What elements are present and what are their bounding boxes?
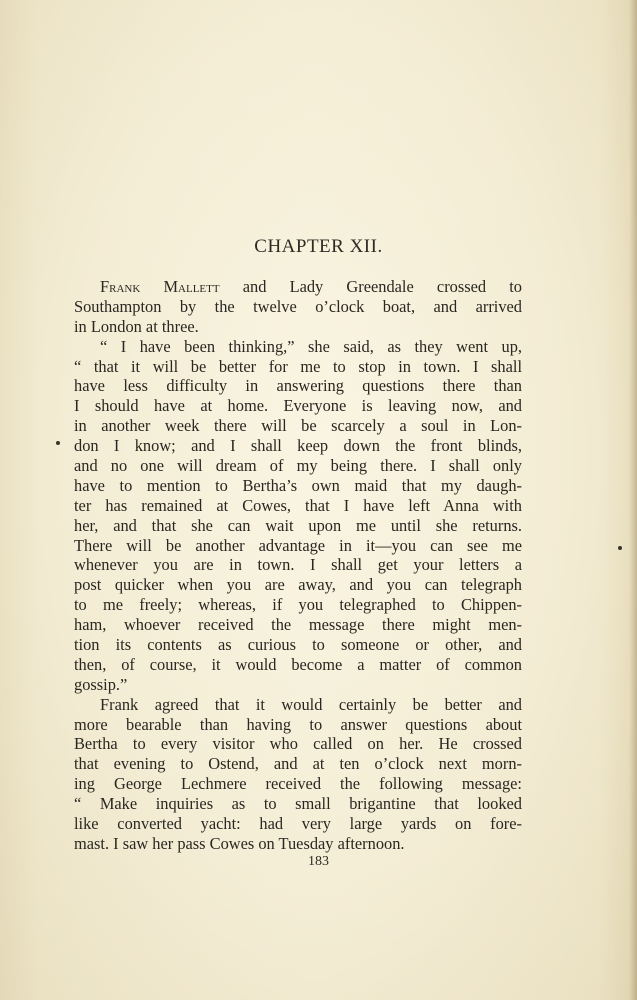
line-text: Frank agreed that it would certainly be better and [100, 694, 522, 714]
line-text: “ I have been thinking,” she said, as they went up, [100, 336, 522, 356]
line-text: I should have at home. Everyone is leaving now, and [74, 396, 522, 416]
text-line [74, 615, 522, 635]
line-text: gossip.” [74, 674, 128, 694]
line-text: mast. I saw her pass Cowes on Tuesday afternoon. [74, 833, 405, 853]
text-line [74, 655, 522, 675]
text-line [74, 357, 522, 377]
line-text: “ that it will be better for me to stop in town. I shall [74, 356, 522, 376]
text-line [74, 834, 522, 854]
text-line [74, 317, 522, 337]
text-line [74, 575, 522, 595]
margin-speck [56, 441, 60, 445]
text-line [74, 476, 522, 496]
text-line [74, 436, 522, 456]
line-text: to me freely; whereas, if you telegraphed to Chippen- [74, 595, 522, 615]
text-line [74, 456, 522, 476]
line-text: ter has remained at Cowes, that I have left Anna with [74, 495, 522, 515]
line-text: whenever you are in town. I shall get your letters a [74, 555, 522, 575]
text-line [74, 297, 522, 317]
line-text: have less difficulty in answering questions there than [74, 376, 522, 396]
text-line [74, 337, 522, 357]
text-line [74, 496, 522, 516]
line-text: don I know; and I shall keep down the front blinds, [74, 436, 522, 456]
text-line [74, 635, 522, 655]
line-text: and Lady Greendale crossed to [219, 277, 523, 296]
line-text: that evening to Ostend, and at ten o’clock next morn- [74, 754, 522, 774]
line-text: Southampton by the twelve o’clock boat, and arrived [74, 296, 522, 316]
line-text: tion its contents as curious to someone or other, and [74, 635, 522, 655]
body-text [74, 277, 522, 854]
text-line [74, 814, 522, 834]
text-line [74, 396, 522, 416]
text-line [74, 536, 522, 556]
text-line [74, 416, 522, 436]
page-number: 183 [308, 854, 329, 869]
line-text: in another week there will be scarcely a soul in Lon- [74, 416, 522, 436]
small-caps-lead: Frank Mallett [100, 277, 220, 296]
text-line [74, 754, 522, 774]
line-text: her, and that she can wait upon me until she returns. [74, 515, 522, 535]
margin-speck [618, 546, 622, 550]
line-text: have to mention to Bertha’s own maid that my daugh- [74, 475, 522, 495]
line-text: “ Make inquiries as to small brigantine that looked [74, 794, 522, 814]
line-text: ham, whoever received the message there might men- [74, 615, 522, 635]
text-line [74, 715, 522, 735]
line-text: post quicker when you are away, and you can telegraph [74, 575, 522, 595]
line-text: more bearable than having to answer questions about [74, 714, 522, 734]
text-line [74, 734, 522, 754]
line-text: like converted yacht: had very large yards on fore- [74, 814, 522, 834]
line-text: There will be another advantage in it—you can see me [74, 535, 522, 555]
text-line [74, 774, 522, 794]
line-text: ing George Lechmere received the following message: [74, 774, 522, 794]
text-line [74, 695, 522, 715]
text-line [74, 555, 522, 575]
text-line [74, 277, 522, 297]
text-line [74, 595, 522, 615]
line-text: then, of course, it would become a matter of common [74, 654, 522, 674]
line-text: and no one will dream of my being there. I shall only [74, 456, 522, 476]
page-edge-shadow [629, 0, 637, 1000]
line-text: in London at three. [74, 316, 199, 336]
text-line [74, 376, 522, 396]
text-line [74, 675, 522, 695]
text-line [74, 794, 522, 814]
text-line [74, 516, 522, 536]
chapter-title: CHAPTER XII. [254, 236, 383, 257]
line-text: Bertha to every visitor who called on her. He crossed [74, 734, 522, 754]
